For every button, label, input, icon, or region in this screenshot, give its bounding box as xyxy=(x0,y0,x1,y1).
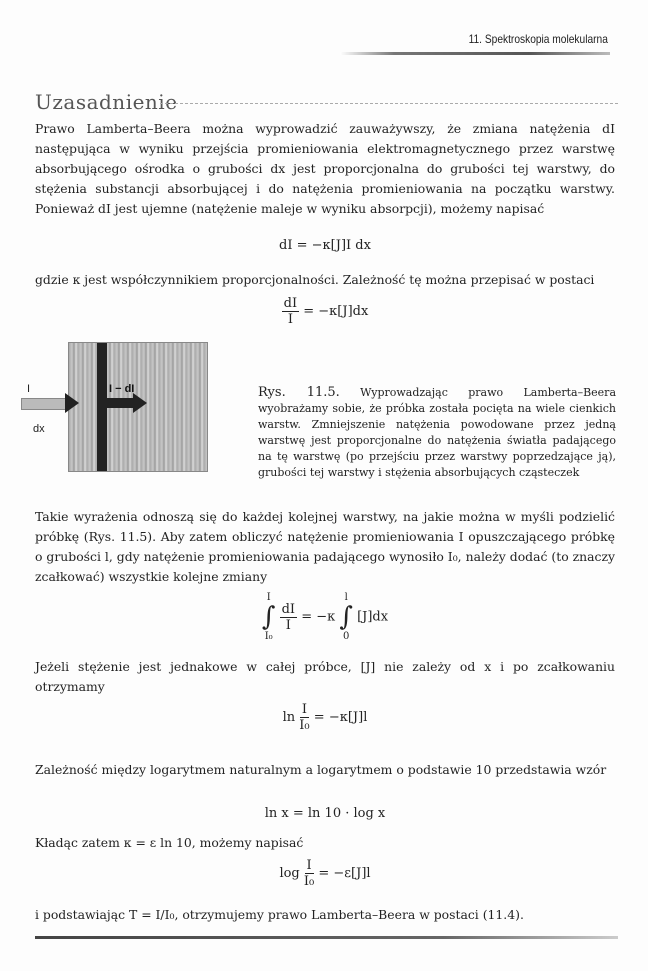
caption-label: Rys. 11.5. xyxy=(258,385,340,400)
equation-6: log $\frac{I}{\text{I₀}}$ = −ε[J]l xyxy=(279,858,371,889)
incident-beam xyxy=(21,398,67,410)
figure-layers-diagram xyxy=(27,342,208,472)
arrow-icon xyxy=(65,393,79,413)
section-title: Uzasadnienie xyxy=(35,90,178,114)
label-I: I xyxy=(27,383,31,395)
paragraph-6: Kładąc zatem κ = ε ln 10, możemy napisać xyxy=(35,835,304,850)
paragraph-7: i podstawiając T = I/I₀, otrzymujemy prawo Lamberta–Beera w postaci (11.4). xyxy=(35,907,524,922)
paragraph-4: Jeżeli stężenie jest jednakowe w całej próbce, [J] nie zależy od x i po zcałkowaniu otrzymamy xyxy=(35,659,615,694)
footer-rule xyxy=(35,936,618,939)
equation-3: I ∫ I₀ $\frac{dI}{I}$ = −κ l ∫ 0 [J]dx xyxy=(261,592,389,642)
paragraph-1: Prawo Lamberta–Beera można wyprowadzić zauważywszy, że zmiana natężenia dI następująca w wyniku przejścia promieniowania elektromagnetycznego przez warstwę absorbującego ośrodka o grubości dx jest proporcjonalna do grubości tej warstwy, do stężenia substancji absorbującej i do natężenia promieniowania na początku warstwy. Ponieważ dI jest ujemne (natężenie maleje w wyniku absorpcji), możemy napisać xyxy=(35,121,615,216)
figure-caption xyxy=(258,385,616,481)
transmitted-beam xyxy=(107,398,133,408)
paragraph-2: gdzie κ jest współczynnikiem proporcjonalności. Zależność tę można przepisać w postaci xyxy=(35,272,595,287)
running-header: 11. Spektroskopia molekularna xyxy=(468,32,608,46)
dark-layer xyxy=(97,343,107,471)
caption-text: Wyprowadzając prawo Lamberta–Beera wyobrażamy sobie, że próbka została pocięta na wiele cienkich warstw. Zmniejszenie natężenia powodowane przez jedną warstwę jest proporcjonalne do natężenia światła padającego na tę warstwę (po przejściu przez warstwy poprzedzające ją), grubości tej warstwy i stężenia absorbujących cząsteczek xyxy=(258,386,617,479)
equation-2: $\frac{dI}{I}$ = −κ[J]dx xyxy=(283,296,369,327)
equation-5: ln x = ln 10 · log x xyxy=(264,806,386,821)
label-I-minus-dI: I − dI xyxy=(109,383,135,395)
header-rule xyxy=(340,52,610,55)
label-dx: dx xyxy=(33,423,45,435)
paragraph-3: Takie wyrażenia odnoszą się do każdej kolejnej warstwy, na jakie można w myśli podzielić próbkę (Rys. 11.5). Aby zatem obliczyć natężenie promieniowania I opuszczającego próbkę o grubości l, gdy natężenie promieniowania padającego wynosiło I₀, należy dodać (to znaczy zcałkować) wszystkie kolejne zmiany xyxy=(35,509,615,584)
arrow-icon xyxy=(133,393,147,413)
paragraph-5: Zależność między logarytmem naturalnym a logarytmem o podstawie 10 przedstawia wzór xyxy=(35,762,607,777)
equation-1: dI = −κ[J]I dx xyxy=(279,238,371,253)
title-dashed-rule xyxy=(160,103,618,104)
equation-4: ln $\frac{I}{\text{I₀}}$ = −κ[J]l xyxy=(282,702,368,733)
